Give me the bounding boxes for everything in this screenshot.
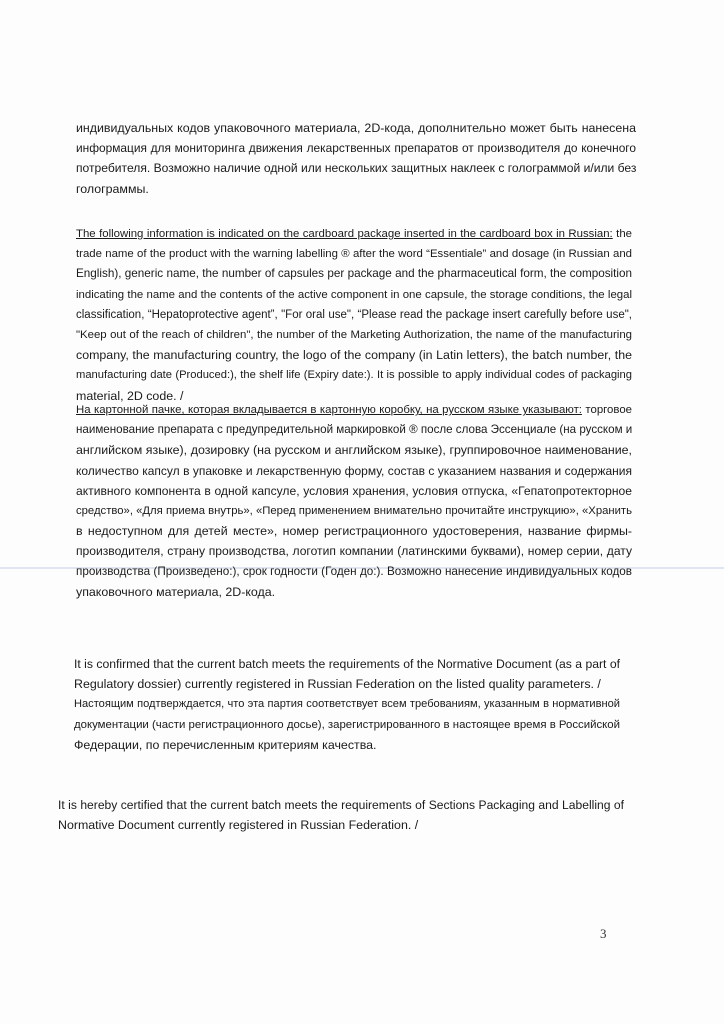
text-line: индивидуальных кодов упаковочного материала, 2D-кода, дополнительно может быть нанесена xyxy=(76,121,636,135)
text-line: документации (части регистрационного досье), зарегистрированного в настоящее время в Российской xyxy=(74,718,620,731)
text-line: Regulatory dossier) currently registered in Russian Federation on the listed quality parameters. / xyxy=(74,677,601,692)
text-line: classification, “Hepatoprotective agent”, "For oral use", “Please read the package insert carefully before use", xyxy=(76,308,632,321)
text-line xyxy=(76,224,632,244)
text-line: material, 2D code. / xyxy=(76,388,184,403)
text-line: manufacturing date (Produced:), the shelf life (Expiry date:). It is possible to apply individual codes of packaging xyxy=(76,369,632,382)
text-line: Настоящим подтверждается, что эта партия соответствует всем требованиям, указанным в нормативной xyxy=(74,698,620,711)
paragraph-batch-confirmation xyxy=(74,654,620,755)
paragraph-cardboard-package-en xyxy=(76,224,632,406)
text-line: trade name of the product with the warning labelling ® after the word “Essentiale” and dosage (in Russian and xyxy=(76,248,632,261)
heading-continuation: торговое xyxy=(581,404,632,416)
text-line: "Keep out of the reach of children", the number of the Marketing Authorization, the name of the manufacturing xyxy=(76,329,632,342)
page-number: 3 xyxy=(600,926,607,941)
text-line: English), generic name, the number of capsules per package and the pharmaceutical form, the composition xyxy=(76,267,632,281)
text-line: упаковочного материала, 2D-кода. xyxy=(76,584,276,599)
text-line: indicating the name and the contents of the active component in one capsule, the storage conditions, the legal xyxy=(76,288,632,301)
text-line: производства (Произведено:), срок годности (Годен до:). Возможно нанесение индивидуальных кодов xyxy=(76,564,632,578)
text-line: company, the manufacturing country, the logo of the company (in Latin letters), the batch number, the xyxy=(76,348,632,363)
text-line: в недоступном для детей месте», номер регистрационного удостоверения, название фирмы- xyxy=(76,524,632,539)
text-line: производителя, страну производства, логотип компании (латинскими буквами), номер серии, дату xyxy=(76,544,632,559)
section-heading: На картонной пачке, которая вкладывается в картонную коробку, на русском языке указывают: xyxy=(76,404,582,416)
text-line: информация для мониторинга движения лекарственных препаратов от производителя до конечного xyxy=(76,141,636,156)
paragraph-packaging-codes-ru xyxy=(76,118,636,199)
text-line xyxy=(76,400,632,420)
text-line: It is hereby certified that the current batch meets the requirements of Sections Packaging and Labelling of xyxy=(58,798,624,812)
text-line: наименование препарата с предупредительной маркировкой ® после слова Эссенциале (на русском и xyxy=(76,423,633,437)
paragraph-batch-certification xyxy=(58,795,624,835)
text-line: активного компонента в одной капсуле, условия хранения, условия отпуска, «Гепатопротекторное xyxy=(76,483,632,498)
text-line: английском языке), дозировку (на русском и английском языке), группировочное наименование, xyxy=(76,443,632,458)
text-line: потребителя. Возможно наличие одной или нескольких защитных наклеек с голограммой и/или без xyxy=(76,161,637,176)
paragraph-cardboard-package-ru xyxy=(76,400,632,602)
heading-continuation: the xyxy=(612,228,632,240)
text-line: голограммы. xyxy=(76,181,149,196)
text-line: It is confirmed that the current batch meets the requirements of the Normative Document (as a part of xyxy=(74,657,620,671)
text-line: количество капсул в упаковке и лекарственную форму, состав с указанием названия и содержания xyxy=(76,463,632,478)
text-line: Normative Document currently registered in Russian Federation. / xyxy=(58,818,419,833)
text-line: Федерации, по перечисленным критериям качества. xyxy=(74,737,377,752)
section-heading: The following information is indicated on the cardboard package inserted in the cardboard box in Russian: xyxy=(76,228,613,240)
text-line: средство», «Для приема внутрь», «Перед применением внимательно прочитайте инструкцию», «Хранить xyxy=(76,505,632,518)
